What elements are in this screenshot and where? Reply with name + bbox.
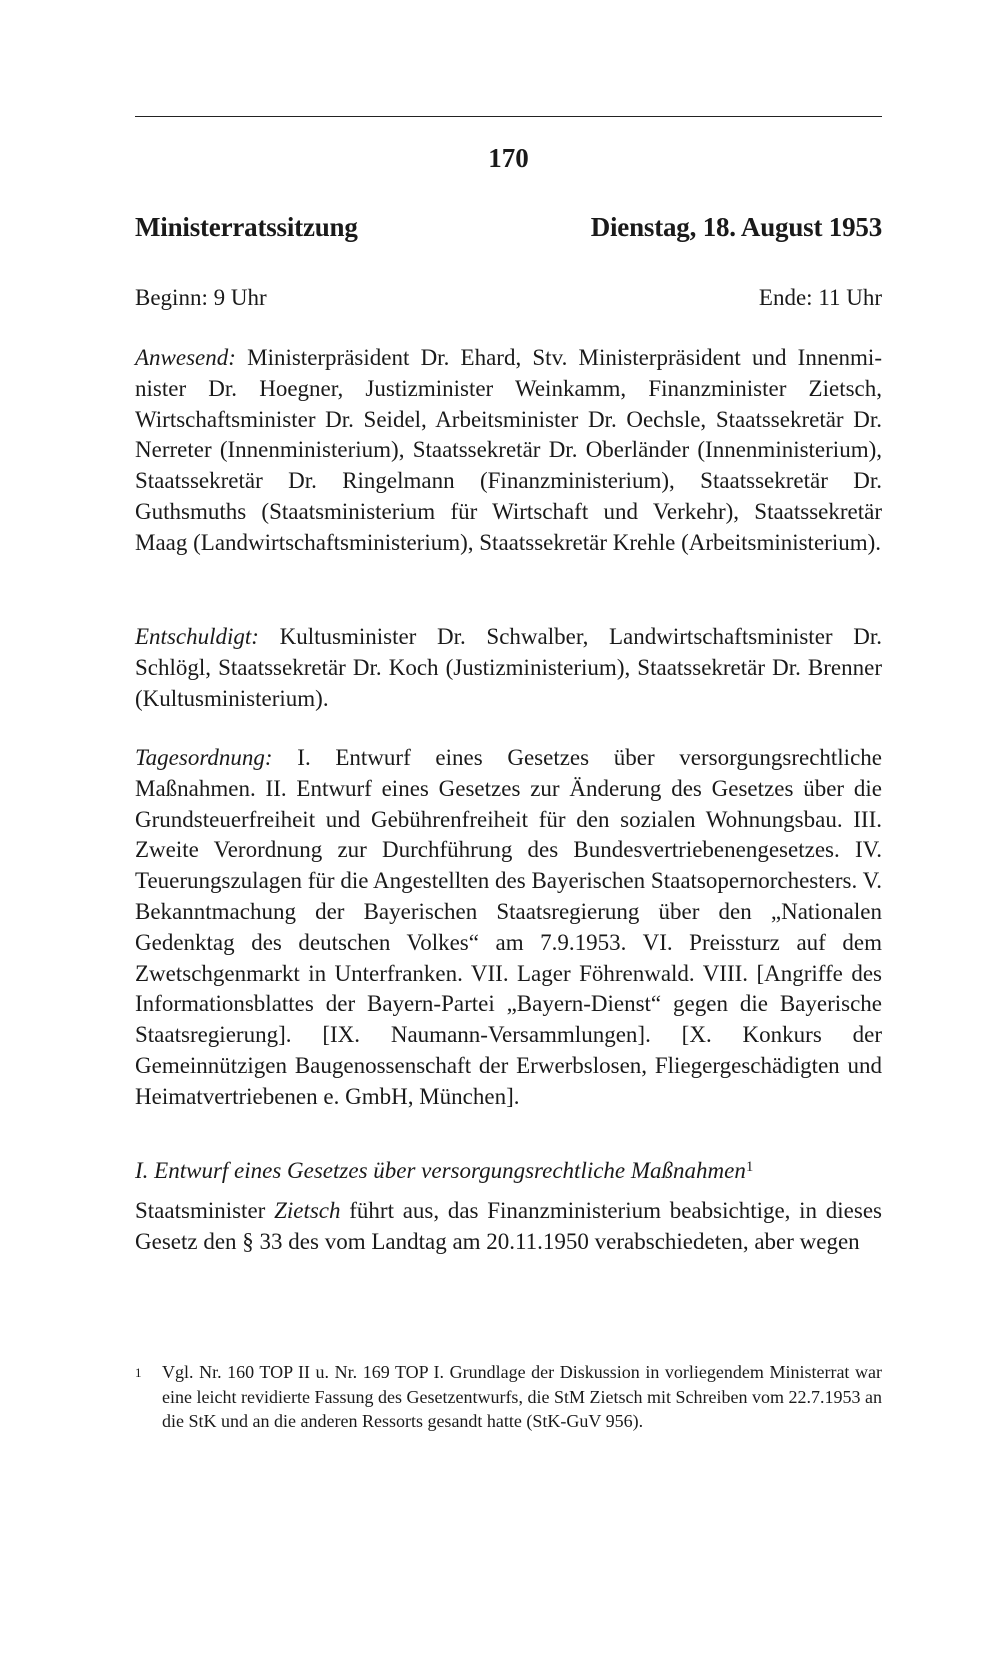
page-number: 170 [488, 143, 529, 173]
footnote-reference[interactable]: 1 [745, 1159, 754, 1175]
section-heading [135, 1158, 882, 1184]
begin-time: Beginn: 9 Uhr [135, 285, 267, 310]
footnote [135, 1360, 882, 1434]
session-title: Ministerratssitzung [135, 212, 358, 242]
end-time: Ende: 11 Uhr [758, 285, 882, 310]
section-body-after: führt aus, das Finanzministerium beabsichtige, in dieses Gesetz den § 33 des vom Landtag am 20.11.1950 verabschiedeten, aber wegen [135, 1198, 882, 1254]
excused-label: Entschuldigt: [135, 624, 259, 649]
session-date: Dienstag, 18. August 1953 [590, 212, 882, 242]
footnote-text: Vgl. Nr. 160 TOP II u. Nr. 169 TOP I. Grundlage der Diskussion in vorliegendem Ministerrat war eine leicht revidierte Fassung des Gesetzentwurfs, die StM Zietsch mit Schreiben vom 22.7.1953 an die StK und an die anderen Ressorts gesandt hatte (StK-GuV 956). [162, 1362, 882, 1431]
agenda-label: Tagesordnung: [135, 745, 273, 770]
section-body [135, 1196, 882, 1258]
excused-text: Kultusminister Dr. Schwalber, Landwirtschaftsminister Dr. Schlögl, Staatssekretär Dr. Koch (Justizministerium), Staatssekretär Dr. Brenner (Kultusministerium). [135, 624, 882, 711]
section-heading-text: I. Entwurf eines Gesetzes über versorgungsrechtliche Maßnahmen [135, 1158, 746, 1183]
agenda-paragraph [135, 743, 882, 1113]
attendees-label: Anwesend: [135, 345, 236, 370]
section-body-before: Staatsminister [135, 1198, 275, 1223]
session-times [135, 285, 882, 311]
section-body-name: Zietsch [274, 1198, 341, 1223]
agenda-text: I. Entwurf eines Gesetzes über versorgungsrechtliche Maßnahmen. II. Entwurf eines Gesetzes zur Änderung des Gesetzes über die Grundsteuerfreiheit und Gebührenfreiheit für den sozialen Wohnungsbau. III. Zweite Verordnung zur Durchführung des Bundesvertriebenengesetzes. IV. Teuerungszulagen für die Angestellten des Bayerischen Staatsopernorchesters. V. Bekanntmachung der Bayerischen Staatsregierung über den „Nationalen Gedenktag des deutschen Volkes“ am 7.9.1953. VI. Preissturz auf dem Zwetschgenmarkt in Unterfranken. VII. Lager Föhrenwald. VIII. [Angriffe des Informationsblattes der Bayern-Partei „Bayern-Dienst“ gegen die Bayerische Staatsregierung]. [IX. Naumann-Versammlungen]. [X. Konkurs der Gemeinnützigen Baugenossenschaft der Erwerbslosen, Fliegergeschädigten und Heimatvertriebenen e. GmbH, München]. [135, 745, 882, 1109]
attendees-paragraph [135, 343, 882, 559]
excused-paragraph [135, 622, 882, 714]
footnote-mark: 1 [135, 1365, 142, 1380]
attendees-text: Ministerpräsident Dr. Ehard, Stv. Ministerpräsident und Innenminister Dr. Hoegner, Justizminister Weinkamm, Finanzminister Zietsch, Wirtschaftsminister Dr. Seidel, Arbeitsminister Dr. Oechsle, Staatssekretär Dr. Nerreter (Innenministerium), Staatssekretär Dr. Oberländer (Innenministerium), Staatssekretär Dr. Ringelmann (Finanzministerium), Staatssekretär Dr. Guthsmuths (Staatsministerium für Wirtschaft und Verkehr), Staatssekretär Maag (Landwirtschaftsministerium), Staatssekretär Krehle (Arbeitsministerium). [135, 345, 882, 555]
session-header [135, 212, 882, 243]
header-rule [135, 116, 882, 117]
